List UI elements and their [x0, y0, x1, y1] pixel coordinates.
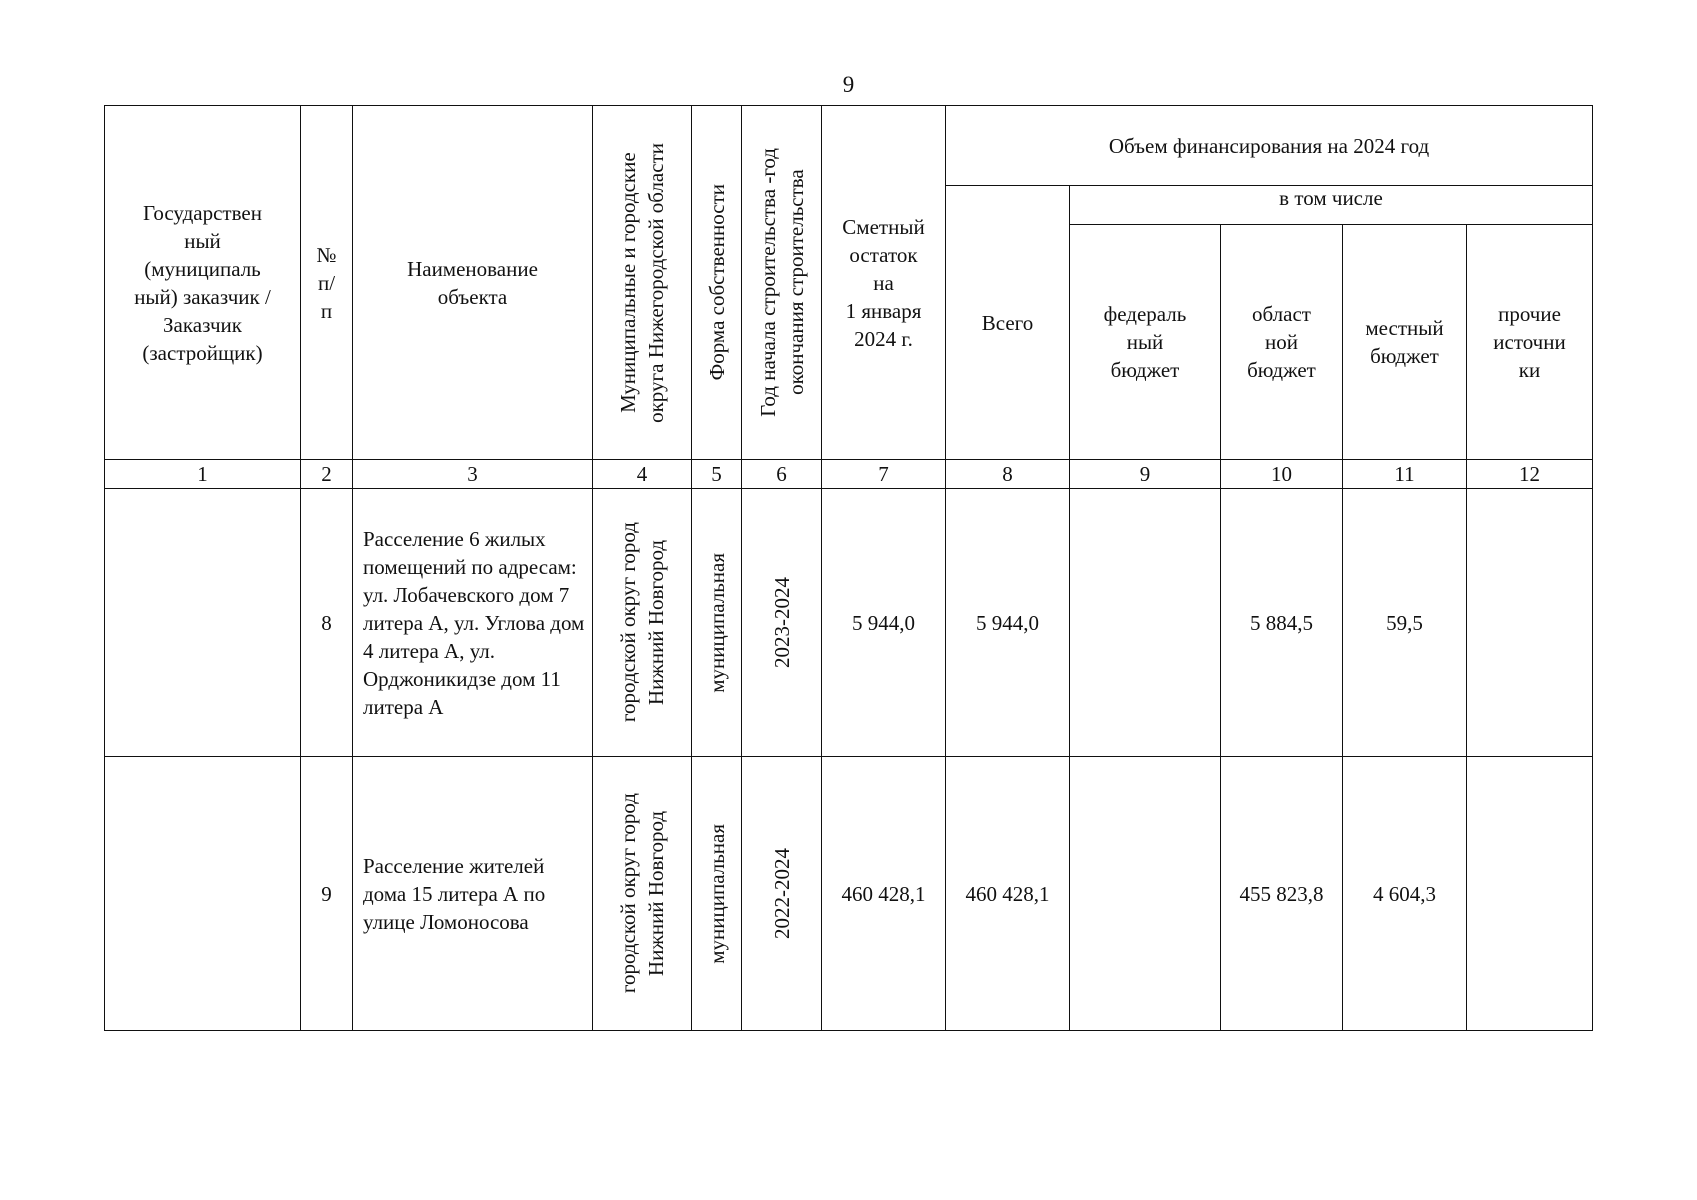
- header-object-name: Наименование объекта: [353, 106, 593, 460]
- table-row: [105, 757, 1593, 1031]
- header-customer: Государствен ный (муниципаль ный) заказчик / Заказчик (застройщик): [105, 106, 301, 460]
- header-estimate: Сметный остаток на 1 января 2024 г.: [822, 106, 946, 460]
- cell-ownership-text: муниципальная: [704, 823, 729, 964]
- cell-number: 9: [301, 757, 353, 1031]
- cell-number: 8: [301, 489, 353, 757]
- cell-estimate: 5 944,0: [822, 489, 946, 757]
- cell-municipality-text: городской округ город Нижний Новгород: [616, 522, 668, 723]
- cell-estimate: 460 428,1: [822, 757, 946, 1031]
- header-years: [742, 106, 822, 460]
- column-number: 5: [692, 460, 742, 489]
- header-funding: Объем финансирования на 2024 год: [946, 106, 1593, 186]
- header-total: Всего: [946, 186, 1070, 460]
- cell-total: 460 428,1: [946, 757, 1070, 1031]
- cell-years-text: 2022-2024: [769, 848, 794, 939]
- cell-years: [742, 757, 822, 1031]
- column-number: 2: [301, 460, 353, 489]
- header-municipality-text: Муниципальные и городские округа Нижегородской области: [616, 142, 668, 423]
- cell-local: 59,5: [1343, 489, 1467, 757]
- cell-object-name: Расселение 6 жилых помещений по адресам: ул. Лобачевского дом 7 литера А, ул. Углова дом 4 литера А, ул. Орджоникидзе дом 11 литера А: [353, 489, 593, 757]
- cell-federal: [1070, 757, 1221, 1031]
- cell-other: [1467, 757, 1593, 1031]
- column-number: 10: [1221, 460, 1343, 489]
- cell-years-text: 2023-2024: [769, 577, 794, 668]
- column-number: 8: [946, 460, 1070, 489]
- cell-ownership: [692, 489, 742, 757]
- cell-municipality: [593, 757, 692, 1031]
- cell-ownership-text: муниципальная: [704, 552, 729, 693]
- column-number: 11: [1343, 460, 1467, 489]
- cell-customer: [105, 757, 301, 1031]
- financing-table: [104, 105, 1593, 1031]
- header-number: № п/ п: [301, 106, 353, 460]
- cell-regional: 455 823,8: [1221, 757, 1343, 1031]
- cell-ownership: [692, 757, 742, 1031]
- cell-municipality: [593, 489, 692, 757]
- header-other: прочие источни ки: [1467, 225, 1593, 460]
- column-number: 12: [1467, 460, 1593, 489]
- header-federal: федераль ный бюджет: [1070, 225, 1221, 460]
- header-local: местный бюджет: [1343, 225, 1467, 460]
- cell-years: [742, 489, 822, 757]
- header-municipality: [593, 106, 692, 460]
- header-regional: област ной бюджет: [1221, 225, 1343, 460]
- column-number: 6: [742, 460, 822, 489]
- column-number: 4: [593, 460, 692, 489]
- column-number: 3: [353, 460, 593, 489]
- header-ownership-text: Форма собственности: [704, 184, 729, 381]
- cell-regional: 5 884,5: [1221, 489, 1343, 757]
- cell-object-name: Расселение жителей дома 15 литера А по улице Ломоносова: [353, 757, 593, 1031]
- cell-local: 4 604,3: [1343, 757, 1467, 1031]
- cell-total: 5 944,0: [946, 489, 1070, 757]
- table-row: [105, 489, 1593, 757]
- page-number: 9: [842, 72, 855, 97]
- column-number: 1: [105, 460, 301, 489]
- cell-other: [1467, 489, 1593, 757]
- header-including: в том числе: [1070, 186, 1593, 225]
- cell-municipality-text: городской округ город Нижний Новгород: [616, 793, 668, 994]
- cell-customer: [105, 489, 301, 757]
- header-ownership: [692, 106, 742, 460]
- column-number-row: [105, 460, 1593, 489]
- cell-federal: [1070, 489, 1221, 757]
- header-years-text: Год начала строительства -год окончания строительства: [755, 148, 808, 417]
- column-number: 9: [1070, 460, 1221, 489]
- column-number: 7: [822, 460, 946, 489]
